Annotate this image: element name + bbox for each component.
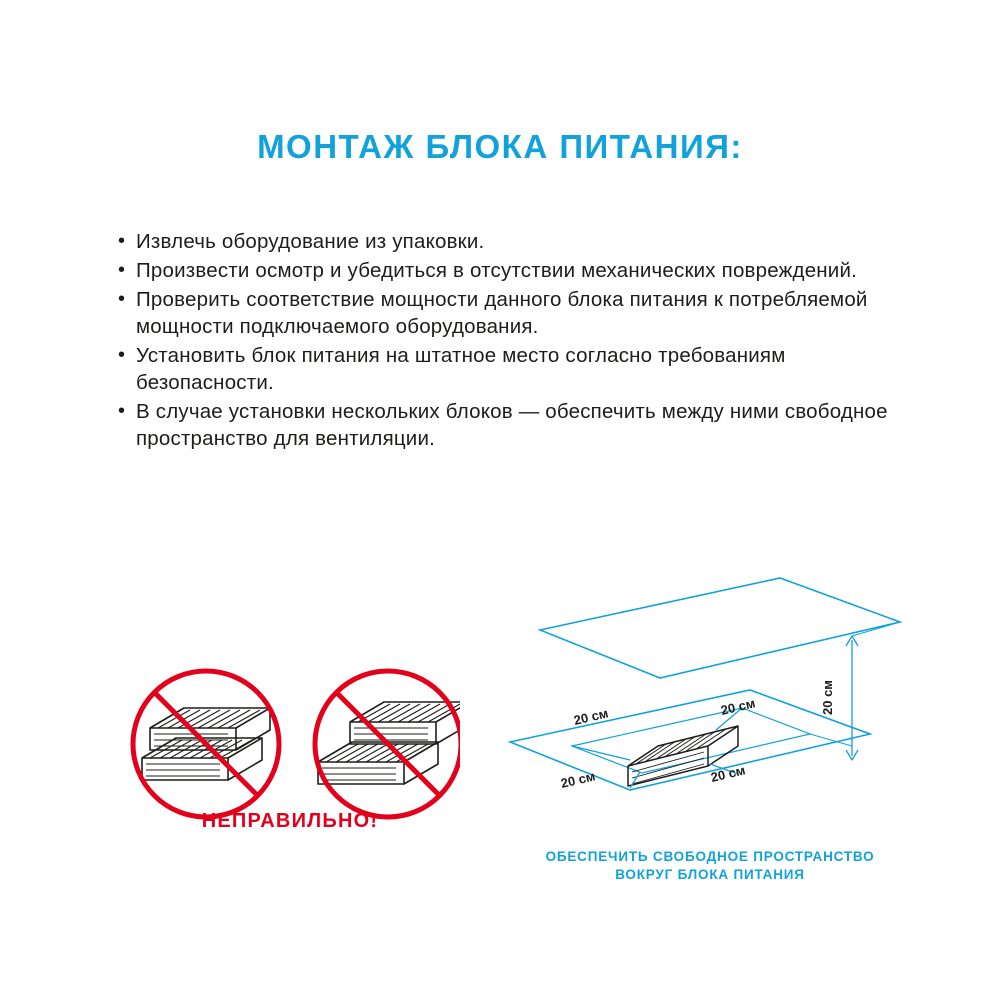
correct-label-line1: ОБЕСПЕЧИТЬ СВОБОДНОЕ ПРОСТРАНСТВО [545, 849, 875, 864]
list-item-label: Проверить соответствие мощности данного блока питания к потребляемой мощности подключаемого оборудования. [136, 288, 868, 338]
list-item-label: Произвести осмотр и убедиться в отсутствии механических повреждений. [136, 259, 858, 282]
list-item-label: В случае установки нескольких блоков — обеспечить между ними свободное пространство для вентиляции. [136, 400, 888, 450]
list-item [118, 398, 908, 452]
bullet-icon: • [118, 400, 126, 422]
list-item [118, 257, 908, 284]
dimension-label-front-left: 20 см [559, 768, 597, 791]
dimension-line-back-left [572, 746, 630, 760]
bullet-icon: • [118, 259, 126, 281]
correct-label-line2: ВОКРУГ БЛОКА ПИТАНИЯ [615, 867, 805, 882]
list-item [118, 342, 908, 396]
dimension-label-back-right: 20 см [719, 695, 757, 718]
bullet-icon: • [118, 230, 126, 252]
correct-mounting-illustration [480, 560, 940, 880]
bullet-icon: • [118, 288, 126, 310]
dimension-label-front-right: 20 см [709, 762, 747, 785]
list-item-label: Извлечь оборудование из упаковки. [136, 230, 485, 253]
list-item [118, 228, 908, 255]
list-item-label: Установить блок питания на штатное место согласно требованиям безопасности. [136, 344, 786, 394]
list-item [118, 286, 908, 340]
correct-label [470, 848, 950, 884]
page-title: МОНТАЖ БЛОКА ПИТАНИЯ: [257, 128, 743, 165]
dimension-label-back-left: 20 см [572, 705, 610, 728]
dimension-line-front-left [630, 772, 640, 788]
bullet-icon: • [118, 344, 126, 366]
illustrations-area [0, 560, 1000, 920]
top-clearance-plane [540, 578, 900, 678]
incorrect-label: НЕПРАВИЛЬНО! [201, 810, 379, 832]
installation-steps-list [118, 228, 908, 454]
incorrect-mounting-illustration [120, 610, 460, 900]
prohibition-sign-icon-1 [133, 671, 279, 817]
dimension-label-vertical: 20 см [820, 680, 835, 715]
